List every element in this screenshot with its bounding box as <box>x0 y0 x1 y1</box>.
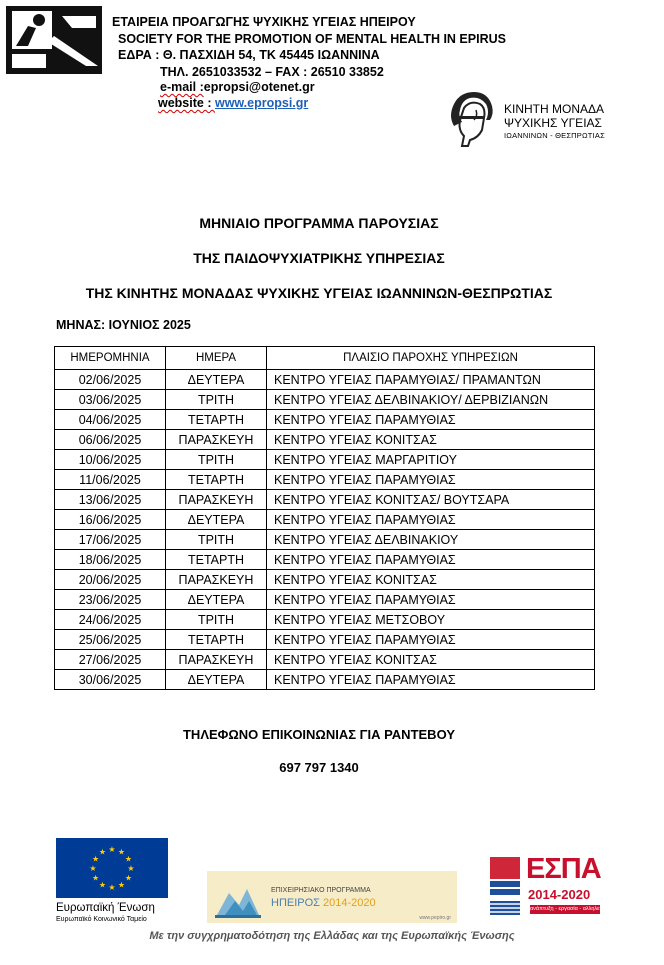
eu-star-icon: ★ <box>89 864 97 873</box>
email-label: e-mail : <box>160 80 204 94</box>
table-row <box>55 610 595 630</box>
table-row <box>55 650 595 670</box>
mobile-unit-title-line3: ΙΩΑΝΝΙΝΩΝ - ΘΕΣΠΡΩΤΙΑΣ <box>504 131 605 140</box>
eu-star-icon: ★ <box>117 880 126 890</box>
column-header-date: ΗΜΕΡΟΜΗΝΙΑ <box>55 347 166 370</box>
espa-motto: ανάπτυξη - εργασία - αλληλεγγύη <box>530 906 612 912</box>
epirus-program-icon <box>209 871 269 923</box>
document-title-line2: ΤΗΣ ΠΑΙΔΟΨΥΧΙΑΤΡΙΚΗΣ ΥΠΗΡΕΣΙΑΣ <box>193 250 445 266</box>
column-header-location: ΠΛΑΙΣΙΟ ΠΑΡΟΧΗΣ ΥΠΗΡΕΣΙΩΝ <box>267 347 595 370</box>
month-label: ΜΗΝΑΣ: ΙΟΥΝΙΟΣ 2025 <box>56 318 191 332</box>
table-row <box>55 470 595 490</box>
table-row <box>55 450 595 470</box>
column-header-day: ΗΜΕΡΑ <box>166 347 267 370</box>
cell-location: ΚΕΝΤΡΟ ΥΓΕΙΑΣ ΠΑΡΑΜΥΘΙΑΣ <box>267 670 595 690</box>
cell-date: 23/06/2025 <box>55 590 166 610</box>
epirus-program-logo <box>207 871 457 923</box>
epirus-years: 2014-2020 <box>323 897 376 909</box>
cell-location: ΚΕΝΤΡΟ ΥΓΕΙΑΣ ΠΑΡΑΜΥΘΙΑΣ <box>267 510 595 530</box>
eu-name: Ευρωπαϊκή Ένωση <box>56 902 155 914</box>
espa-logo <box>488 853 612 923</box>
document-title-line1: ΜΗΝΙΑΙΟ ΠΡΟΓΡΑΜΜΑ ΠΑΡΟΥΣΙΑΣ <box>199 215 439 231</box>
eu-fund: Ευρωπαϊκό Κοινωνικό Ταμείο <box>56 916 147 923</box>
eu-star-icon: ★ <box>124 854 133 864</box>
email-value[interactable]: epropsi@otenet.gr <box>203 80 315 94</box>
cell-location: ΚΕΝΤΡΟ ΥΓΕΙΑΣ ΠΑΡΑΜΥΘΙΑΣ <box>267 630 595 650</box>
table-row <box>55 550 595 570</box>
mobile-unit-title-line1: ΚΙΝΗΤΗ ΜΟΝΑΔΑ <box>504 102 605 116</box>
cell-date: 18/06/2025 <box>55 550 166 570</box>
cell-date: 25/06/2025 <box>55 630 166 650</box>
cofunding-statement: Με την συγχρηματοδότηση της Ελλάδας και της Ευρωπαϊκής Ένωσης <box>149 930 515 942</box>
cell-location: ΚΕΝΤΡΟ ΥΓΕΙΑΣ ΚΟΝΙΤΣΑΣ/ ΒΟΥΤΣΑΡΑ <box>267 490 595 510</box>
eu-star-icon: ★ <box>127 864 135 873</box>
mobile-unit-title-line2: ΨΥΧΙΚΗΣ ΥΓΕΙΑΣ <box>504 116 602 130</box>
mobile-unit-head-icon <box>440 86 502 148</box>
table-row <box>55 530 595 550</box>
cell-date: 30/06/2025 <box>55 670 166 690</box>
cell-location: ΚΕΝΤΡΟ ΥΓΕΙΑΣ ΚΟΝΙΤΣΑΣ <box>267 430 595 450</box>
cell-day: ΤΕΤΑΡΤΗ <box>166 630 267 650</box>
epirus-program-label: ΕΠΙΧΕΙΡΗΣΙΑΚΟ ΠΡΟΓΡΑΜΜΑ <box>271 887 371 894</box>
cell-date: 13/06/2025 <box>55 490 166 510</box>
cell-day: ΠΑΡΑΣΚΕΥΗ <box>166 430 267 450</box>
table-header-row <box>55 347 595 370</box>
eu-star-icon: ★ <box>117 847 126 857</box>
cell-location: ΚΕΝΤΡΟ ΥΓΕΙΑΣ ΠΑΡΑΜΥΘΙΑΣ <box>267 470 595 490</box>
cell-day: ΤΡΙΤΗ <box>166 530 267 550</box>
cell-location: ΚΕΝΤΡΟ ΥΓΕΙΑΣ ΠΑΡΑΜΥΘΙΑΣ <box>267 410 595 430</box>
org-website <box>158 96 308 110</box>
cell-location: ΚΕΝΤΡΟ ΥΓΕΙΑΣ ΠΑΡΑΜΥΘΙΑΣ/ ΠΡΑΜΑΝΤΩΝ <box>267 370 595 390</box>
eu-star-icon: ★ <box>124 873 133 883</box>
cell-location: ΚΕΝΤΡΟ ΥΓΕΙΑΣ ΠΑΡΑΜΥΘΙΑΣ <box>267 590 595 610</box>
cell-day: ΤΡΙΤΗ <box>166 450 267 470</box>
document-title-line3: ΤΗΣ ΚΙΝΗΤΗΣ ΜΟΝΑΔΑΣ ΨΥΧΙΚΗΣ ΥΓΕΙΑΣ ΙΩΑΝΝΙΝΩΝ-ΘΕΣΠΡΩΤΙΑΣ <box>85 285 553 301</box>
cell-day: ΔΕΥΤΕΡΑ <box>166 590 267 610</box>
eu-logo <box>56 838 170 922</box>
cell-day: ΔΕΥΤΕΡΑ <box>166 510 267 530</box>
cell-location: ΚΕΝΤΡΟ ΥΓΕΙΑΣ ΔΕΛΒΙΝΑΚΙΟΥ <box>267 530 595 550</box>
society-logo <box>6 6 102 74</box>
org-email <box>160 80 315 94</box>
org-name-greek: ΕΤΑΙΡΕΙΑ ΠΡΟΑΓΩΓΗΣ ΨΥΧΙΚΗΣ ΥΓΕΙΑΣ ΗΠΕΙΡΟΥ <box>112 15 416 29</box>
table-row <box>55 430 595 450</box>
table-row <box>55 390 595 410</box>
cell-day: ΔΕΥΤΕΡΑ <box>166 670 267 690</box>
table-row <box>55 670 595 690</box>
cell-day: ΠΑΡΑΣΚΕΥΗ <box>166 650 267 670</box>
mobile-unit-logo <box>440 86 620 148</box>
schedule-table-body <box>55 370 595 690</box>
cell-day: ΔΕΥΤΕΡΑ <box>166 370 267 390</box>
table-row <box>55 410 595 430</box>
cell-date: 27/06/2025 <box>55 650 166 670</box>
cell-day: ΤΡΙΤΗ <box>166 390 267 410</box>
cell-day: ΤΡΙΤΗ <box>166 610 267 630</box>
table-row <box>55 510 595 530</box>
epirus-program-name <box>271 897 376 909</box>
cell-location: ΚΕΝΤΡΟ ΥΓΕΙΑΣ ΚΟΝΙΤΣΑΣ <box>267 570 595 590</box>
schedule-table <box>54 346 595 690</box>
table-row <box>55 630 595 650</box>
eu-star-icon: ★ <box>91 854 100 864</box>
cell-day: ΤΕΤΑΡΤΗ <box>166 550 267 570</box>
eu-star-icon: ★ <box>98 847 107 857</box>
table-row <box>55 590 595 610</box>
cell-day: ΤΕΤΑΡΤΗ <box>166 410 267 430</box>
cell-location: ΚΕΝΤΡΟ ΥΓΕΙΑΣ ΜΕΤΣΟΒΟΥ <box>267 610 595 630</box>
eu-flag-icon <box>56 838 168 898</box>
contact-label: ΤΗΛΕΦΩΝΟ ΕΠΙΚΟΙΝΩΝΙΑΣ ΓΙΑ ΡΑΝΤΕΒΟΥ <box>182 727 455 742</box>
org-address: ΕΔΡΑ : Θ. ΠΑΣΧΙΔΗ 54, ΤΚ 45445 ΙΩΑΝΝΙΝΑ <box>118 48 380 62</box>
eu-star-icon: ★ <box>91 873 100 883</box>
cell-date: 17/06/2025 <box>55 530 166 550</box>
cell-date: 24/06/2025 <box>55 610 166 630</box>
cell-date: 02/06/2025 <box>55 370 166 390</box>
cell-date: 10/06/2025 <box>55 450 166 470</box>
table-row <box>55 570 595 590</box>
cell-day: ΠΑΡΑΣΚΕΥΗ <box>166 490 267 510</box>
cell-date: 16/06/2025 <box>55 510 166 530</box>
cell-day: ΤΕΤΑΡΤΗ <box>166 470 267 490</box>
epirus-name: ΗΠΕΙΡΟΣ <box>271 897 320 909</box>
cell-date: 11/06/2025 <box>55 470 166 490</box>
cell-day: ΠΑΡΑΣΚΕΥΗ <box>166 570 267 590</box>
cell-date: 04/06/2025 <box>55 410 166 430</box>
org-name-english: SOCIETY FOR THE PROMOTION OF MENTAL HEALTH IN EPIRUS <box>118 32 506 46</box>
eu-star-icon: ★ <box>98 880 107 890</box>
espa-years: 2014-2020 <box>528 887 591 902</box>
org-phone-fax: ΤΗΛ. 2651033532 – FAX : 26510 33852 <box>160 65 384 79</box>
website-label: website : <box>158 96 215 110</box>
cell-date: 06/06/2025 <box>55 430 166 450</box>
cell-location: ΚΕΝΤΡΟ ΥΓΕΙΑΣ ΠΑΡΑΜΥΘΙΑΣ <box>267 550 595 570</box>
cell-location: ΚΕΝΤΡΟ ΥΓΕΙΑΣ ΜΑΡΓΑΡΙΤΙΟΥ <box>267 450 595 470</box>
cell-location: ΚΕΝΤΡΟ ΥΓΕΙΑΣ ΔΕΛΒΙΝΑΚΙΟΥ/ ΔΕΡΒΙΖΙΑΝΩΝ <box>267 390 595 410</box>
espa-word: ΕΣΠΑ <box>526 853 601 885</box>
cell-date: 03/06/2025 <box>55 390 166 410</box>
cell-date: 20/06/2025 <box>55 570 166 590</box>
eu-star-icon: ★ <box>108 845 116 854</box>
table-row <box>55 490 595 510</box>
espa-flag-icon <box>488 853 526 915</box>
contact-phone: 697 797 1340 <box>279 760 359 775</box>
epirus-url: www.pepiro.gr <box>419 915 451 921</box>
table-row <box>55 370 595 390</box>
website-link[interactable]: www.epropsi.gr <box>214 96 309 110</box>
eu-star-icon: ★ <box>108 883 116 892</box>
cell-location: ΚΕΝΤΡΟ ΥΓΕΙΑΣ ΚΟΝΙΤΣΑΣ <box>267 650 595 670</box>
